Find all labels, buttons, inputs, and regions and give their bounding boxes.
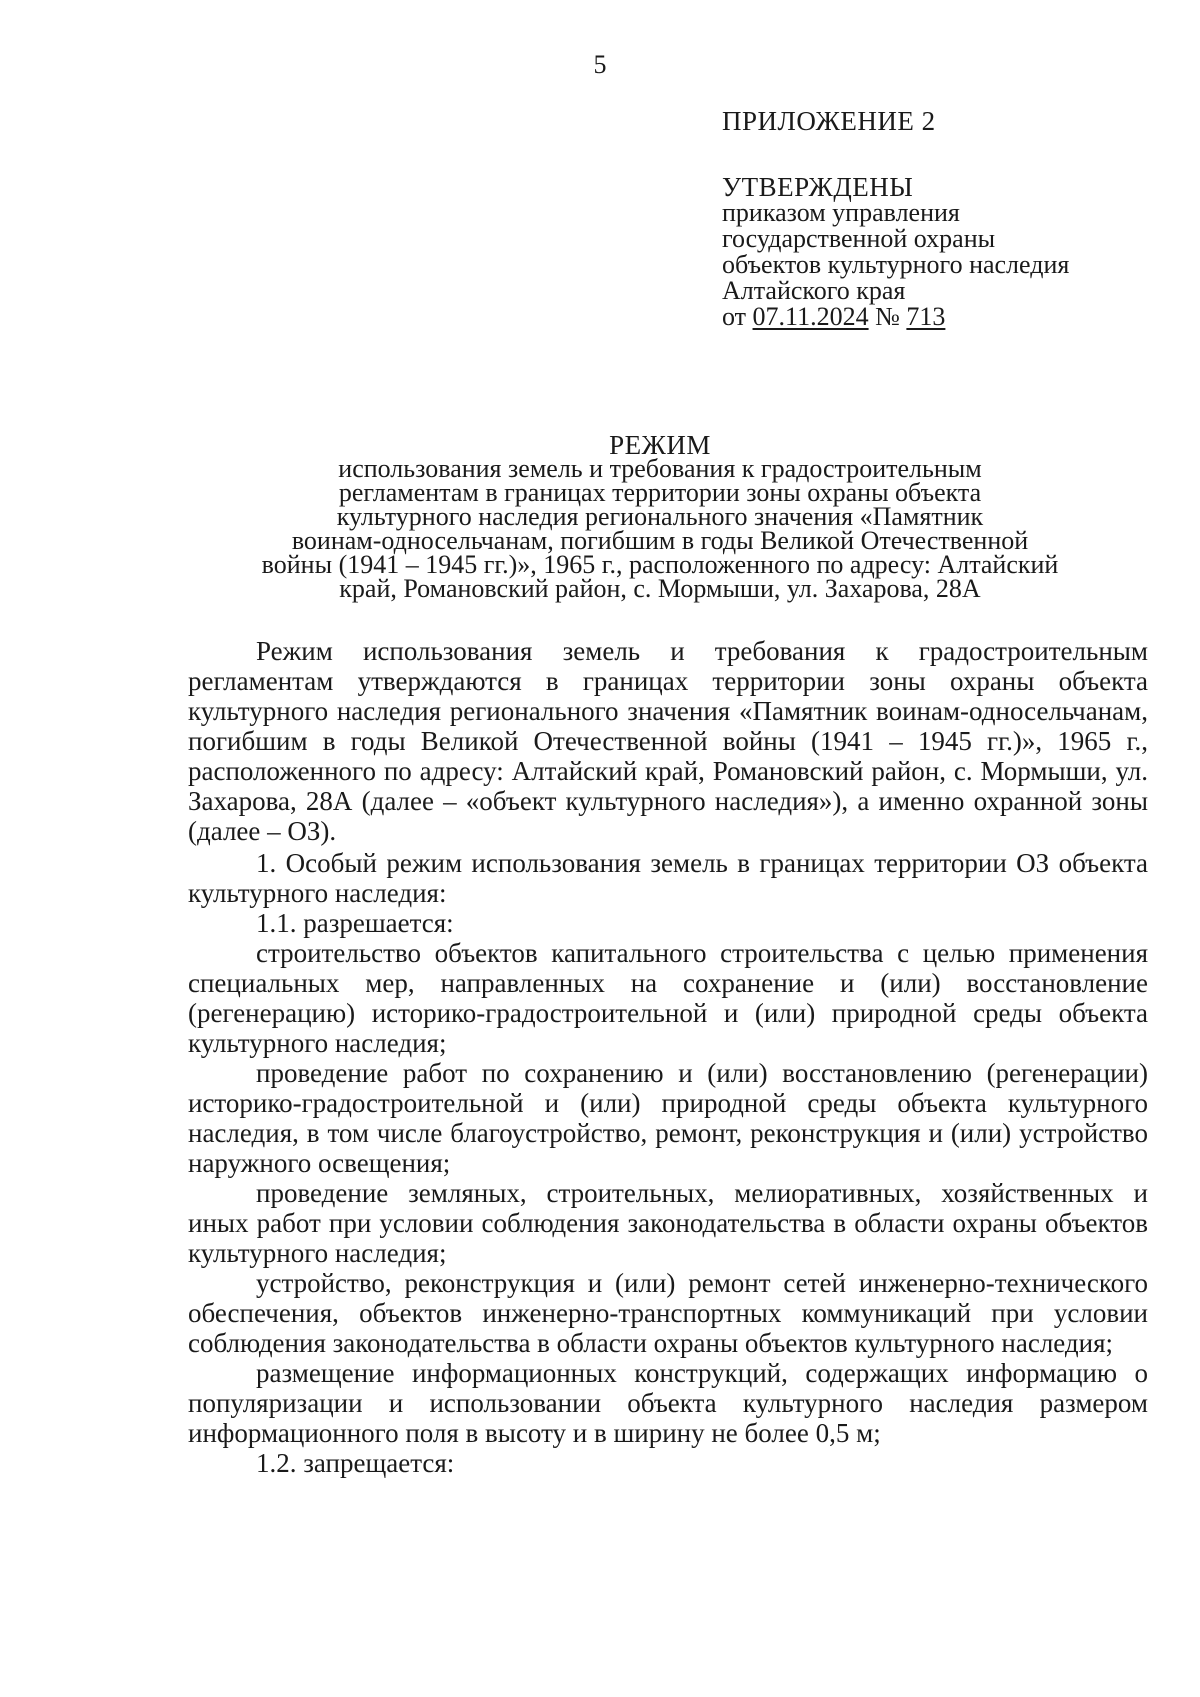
title-line: культурного наследия регионального значения «Памятник bbox=[336, 502, 984, 531]
approval-line: Алтайского края bbox=[722, 276, 906, 305]
permitted-item-paragraph: устройство, реконструкция и (или) ремонт сетей инженерно-технического обеспечения, объектов инженерно-транспортных коммуникаций при условии соблюдения законодательства в области охраны объектов культурного наследия; bbox=[188, 1268, 1148, 1358]
order-date: 07.11.2024 bbox=[752, 302, 869, 331]
title-line: использования земель и требования к градостроительным bbox=[338, 454, 982, 483]
subsection-1-1-heading: 1.1. разрешается: bbox=[256, 908, 454, 938]
subsection-1-2-heading: 1.2. запрещается: bbox=[256, 1448, 455, 1478]
title-line: регламентам в границах территории зоны охраны объекта bbox=[338, 478, 982, 507]
approval-block bbox=[722, 108, 1162, 330]
approval-line: объектов культурного наследия bbox=[722, 250, 1070, 279]
section-1-paragraph: 1. Особый режим использования земель в границах территории ОЗ объекта культурного наследия: bbox=[188, 848, 1148, 908]
order-number: 713 bbox=[906, 302, 946, 331]
permitted-item-paragraph: проведение земляных, строительных, мелиоративных, хозяйственных и иных работ при условии соблюдения законодательства в области охраны объектов культурного наследия; bbox=[188, 1178, 1148, 1268]
approved-label: УТВЕРЖДЕНЫ bbox=[722, 172, 914, 202]
title-line: войны (1941 – 1945 гг.)», 1965 г., расположенного по адресу: Алтайский bbox=[261, 550, 1059, 579]
title-heading: РЕЖИМ bbox=[609, 430, 711, 460]
order-date-line bbox=[722, 304, 1162, 330]
permitted-item-paragraph: проведение работ по сохранению и (или) восстановлению (регенерации) историко-градостроительной и (или) природной среды объекта культурного наследия, в том числе благоустройство, ремонт, реконструкция и (или) устройство наружного освещения; bbox=[188, 1058, 1148, 1178]
title-line: край, Романовский район, с. Мормыши, ул. Захарова, 28А bbox=[339, 574, 981, 603]
number-sign: № bbox=[868, 302, 907, 331]
page-number: 5 bbox=[593, 50, 607, 79]
permitted-item-paragraph: размещение информационных конструкций, содержащих информацию о популяризации и использовании объекта культурного наследия размером информационного поля в высоту и в ширину не более 0,5 м; bbox=[188, 1358, 1148, 1448]
date-prefix: от bbox=[722, 302, 753, 331]
permitted-item-paragraph: строительство объектов капитального строительства с целью применения специальных мер, направленных на сохранение и (или) восстановление (регенерацию) историко-градостроительной и (или) природной среды объекта культурного наследия; bbox=[188, 938, 1148, 1058]
appendix-label: ПРИЛОЖЕНИЕ 2 bbox=[722, 106, 936, 136]
document-title bbox=[210, 430, 1110, 603]
intro-paragraph: Режим использования земель и требования к градостроительным регламентам утверждаются в границах территории зоны охраны объекта культурного наследия регионального значения «Памятник воинам-односельчанам, погибшим в годы Великой Отечественной войны (1941 – 1945 гг.)», 1965 г., расположенного по адресу: Алтайский край, Романовский район, с. Мормыши, ул. Захарова, 28А (далее – «объект культурного наследия»), а именно охранной зоны (далее – ОЗ). bbox=[188, 636, 1148, 846]
approval-line: государственной охраны bbox=[722, 224, 996, 253]
title-line: воинам-односельчанам, погибшим в годы Великой Отечественной bbox=[291, 526, 1029, 555]
approval-line: приказом управления bbox=[722, 198, 960, 227]
document-body bbox=[188, 636, 1148, 1478]
